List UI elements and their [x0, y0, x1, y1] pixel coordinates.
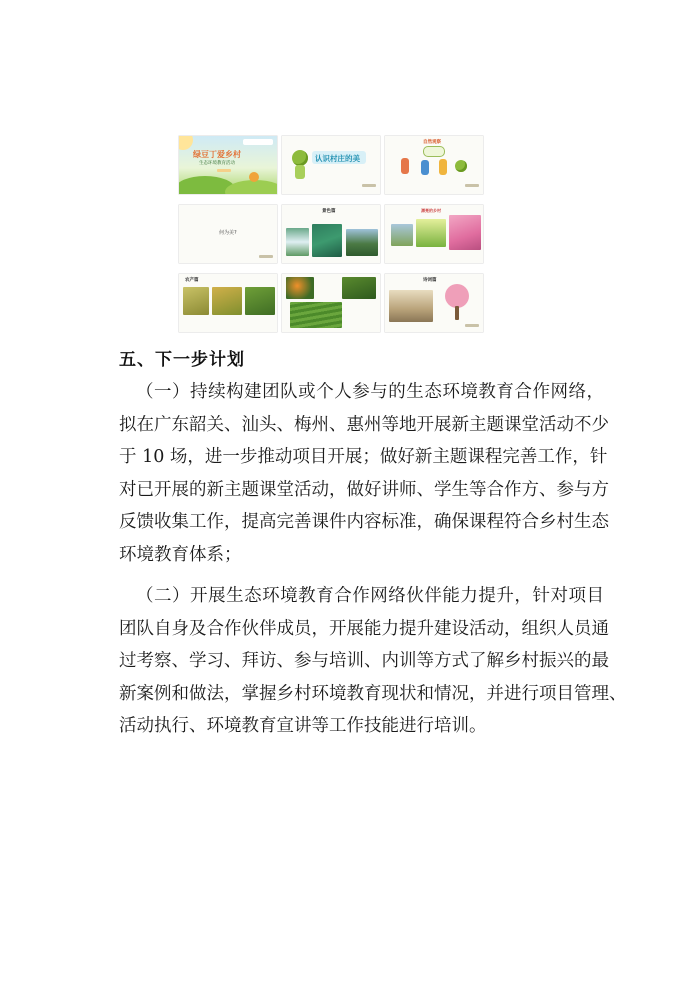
slide-scenery: [282, 205, 380, 263]
footer-tag: [465, 184, 479, 187]
child-figure: [421, 160, 429, 175]
slide-title: 景色篇: [322, 209, 336, 214]
waterfall-photo: [286, 228, 309, 256]
slide-poetry: [385, 274, 483, 332]
child-figure: [439, 159, 447, 175]
slide-what-is-beauty: [179, 205, 277, 263]
village-photo: [391, 224, 413, 246]
speech-bubble: [423, 146, 445, 157]
text-line: （二）开展生态环境教育合作网络伙伴能力提升，针对项目: [136, 586, 604, 606]
text-line: 对已开展的新主题课堂活动，做好讲师、学生等合作方、参与方: [119, 479, 609, 500]
cover-date-tag: [217, 169, 231, 172]
flower-decoration: [249, 172, 259, 182]
tea-field-photo: [290, 302, 342, 328]
slide-nature-observation: [385, 136, 483, 194]
orange-photo: [286, 277, 314, 299]
slide-title: 认识村庄的美: [315, 154, 360, 163]
text-line: 于 10 场，进一步推动项目开展；做好新主题课程完善工作，针: [119, 447, 608, 467]
text-line: （一）持续构建团队或个人参与的生态环境教育合作网络，: [136, 382, 604, 402]
section-heading: 五、下一步计划: [119, 350, 245, 370]
slide-pretty-village: [385, 205, 483, 263]
text-line: 环境教育体系；: [119, 544, 242, 565]
hill-decoration: [225, 180, 277, 194]
mascot-body: [295, 165, 305, 179]
slide-village-beauty: [282, 136, 380, 194]
mascot-icon: [292, 150, 308, 166]
slide-text: 何为美?: [219, 230, 237, 236]
paragraph-2: [119, 580, 627, 743]
tree-trunk: [455, 306, 459, 320]
field-photo: [416, 219, 446, 247]
cover-title: 绿豆丁爱乡村: [193, 150, 241, 159]
mascot-icon: [455, 160, 467, 172]
brand-logo: [243, 139, 273, 145]
slide-title: 农产篇: [185, 278, 199, 283]
poem-painting: [389, 290, 433, 322]
text-line: 反馈收集工作，提高完善课件内容标准，确保课程符合乡村生态: [119, 512, 609, 532]
slide-thumbnail-grid: [179, 136, 484, 332]
slide-cover: [179, 136, 277, 194]
sun-decoration: [179, 136, 193, 150]
blossom-photo: [449, 215, 481, 250]
lake-photo: [312, 224, 342, 257]
child-figure: [401, 158, 409, 174]
text-line: 拟在广东韶关、汕头、梅州、惠州等地开展新主题课堂活动不少: [119, 414, 609, 435]
slide-title: 诗词篇: [423, 278, 437, 283]
text-line: 活动执行、环境教育宣讲等工作技能进行培训。: [119, 716, 487, 736]
slide-produce: [179, 274, 277, 332]
mountain-photo: [346, 229, 378, 256]
text-line: 新案例和做法，掌握乡村环境教育现状和情况，并进行项目管理、: [119, 683, 627, 704]
paragraph-1: [119, 376, 609, 571]
crop-photo: [183, 287, 209, 315]
crop-photo: [212, 287, 242, 315]
text-line: 团队自身及合作伙伴成员，开展能力提升建设活动，组织人员通: [119, 618, 609, 639]
slide-title: 漂亮的乡村: [421, 208, 441, 213]
blossom-tree: [445, 284, 469, 308]
footer-tag: [362, 184, 376, 187]
slide-fruits: [282, 274, 380, 332]
footer-tag: [259, 255, 273, 258]
footer-tag: [465, 324, 479, 327]
crop-photo: [245, 287, 275, 315]
fruit-photo: [342, 277, 376, 299]
slide-title: 自然观察: [423, 140, 441, 145]
cover-subtitle: 生态环境教育活动: [199, 161, 235, 166]
text-line: 过考察、学习、拜访、参与培训、内训等方式了解乡村振兴的最: [119, 651, 609, 671]
